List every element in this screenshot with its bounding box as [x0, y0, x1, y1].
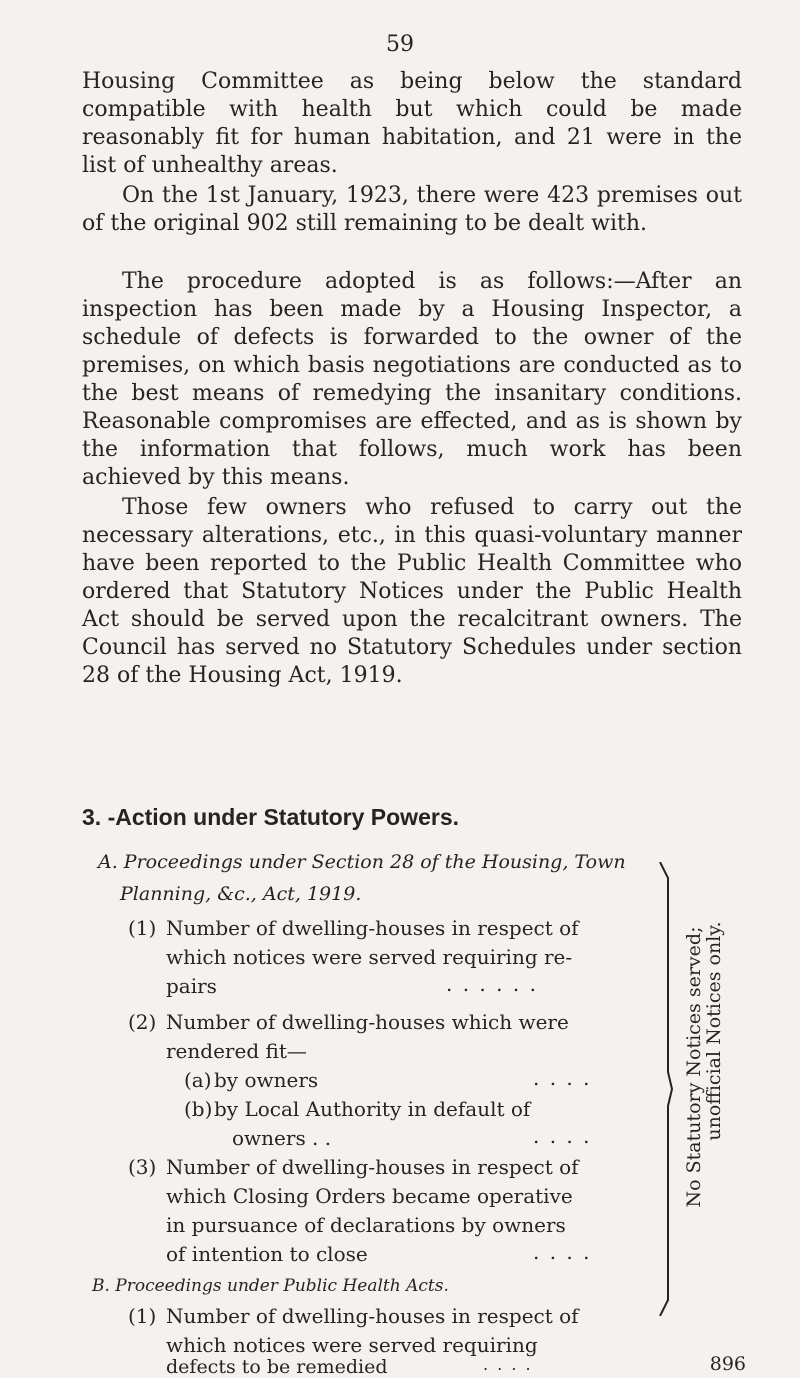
- item-a2b-leader: . . . .: [533, 1124, 592, 1148]
- item-a1-leader: . . . . . .: [446, 972, 538, 996]
- item-b1-line2: which notices were served requiring: [166, 1333, 538, 1357]
- item-a1-line3: pairs: [166, 974, 217, 998]
- item-a3-line3: in pursuance of declarations by owners: [166, 1213, 566, 1237]
- paragraph-housing-committee: Housing Committee as being below the standard compatible with health but which could be made reasonably fit for human habitation, and 21 were in the list of unhealthy areas.: [82, 69, 742, 178]
- item-a2-number: (2): [128, 1010, 157, 1034]
- item-a3-line2: which Closing Orders became operative: [166, 1184, 573, 1208]
- paragraph-recalcitrant-owners: Those few owners who refused to carry out the necessary alterations, etc., in this quasi-voluntary manner have been reported to the Public Health Committee who ordered that Statutory Notices under the Public Health Act should be served upon the recalcitrant owners. The Council has served no Statutory Schedules under section 28 of the Housing Act, 1919.: [82, 495, 742, 688]
- right-brace: [658, 862, 674, 1316]
- subsection-a-title-line1: A. Proceedings under Section 28 of the Housing, Town: [98, 851, 626, 873]
- item-b1-line3: defects to be remedied: [166, 1356, 388, 1378]
- item-b1-value: 896: [709, 1353, 746, 1375]
- item-a1-line1: Number of dwelling-houses in respect of: [166, 916, 579, 940]
- item-a2a-text: by owners: [214, 1068, 319, 1092]
- item-a3-number: (3): [128, 1155, 157, 1179]
- paragraph-procedure: The procedure adopted is as follows:—After an inspection has been made by a Housing Inspector, a schedule of defects is forwarded to the owner of the premises, on which basis negotiations are conducted as to the best means of remedying the insanitary conditions. Reasonable compromises are effected, and as is shown by the information that follows, much work has been achieved by this means.: [82, 269, 742, 490]
- item-a2b-line1: by Local Authority in default of: [214, 1097, 531, 1121]
- item-a2b-line2: owners . .: [232, 1126, 332, 1150]
- brace-note-line2: unofficial Notices only.: [703, 921, 725, 1141]
- item-a2a-leader: . . . .: [533, 1066, 592, 1090]
- item-a2b-number: (b): [184, 1097, 213, 1121]
- item-a2-line1: Number of dwelling-houses which were: [166, 1010, 569, 1034]
- brace-note-line1: No Statutory Notices served;: [683, 926, 705, 1208]
- item-b1-line1: Number of dwelling-houses in respect of: [166, 1304, 579, 1328]
- item-a3-line1: Number of dwelling-houses in respect of: [166, 1155, 579, 1179]
- page-number: 59: [386, 32, 414, 57]
- paragraph-january-1923: On the 1st January, 1923, there were 423 premises out of the original 902 still remaining to be dealt with.: [82, 183, 742, 236]
- subsection-a-title-line2: Planning, &c., Act, 1919.: [120, 883, 362, 905]
- item-a2a-number: (a): [184, 1068, 212, 1092]
- item-a1-line2: which notices were served requiring re-: [166, 945, 573, 969]
- item-b1-number: (1): [128, 1304, 157, 1328]
- item-b1-leader: . . . .: [483, 1355, 533, 1374]
- item-a3-leader: . . . .: [533, 1240, 592, 1264]
- subsection-b-title: B. Proceedings under Public Health Acts.: [92, 1276, 449, 1296]
- item-a3-line4: of intention to close: [166, 1242, 368, 1266]
- section-heading: 3. -Action under Statutory Powers.: [82, 804, 459, 830]
- item-a2-line2: rendered fit—: [166, 1039, 307, 1063]
- item-a1-number: (1): [128, 916, 157, 940]
